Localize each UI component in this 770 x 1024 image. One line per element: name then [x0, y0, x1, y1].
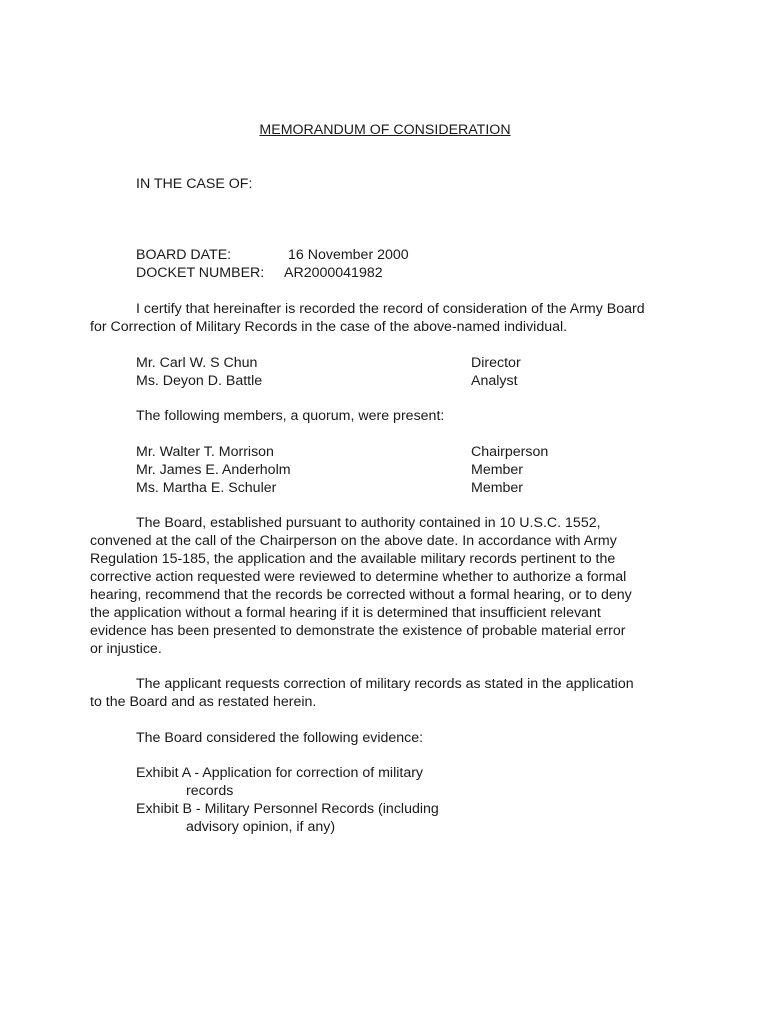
certify-line: for Correction of Military Records in the case of the above-named individual.: [90, 319, 568, 335]
member-name: Mr. James E. Anderholm: [136, 462, 291, 478]
board-date-label: BOARD DATE:: [136, 247, 232, 263]
board-paragraph-line: Regulation 15-185, the application and the available military records pertinent to the: [90, 551, 616, 567]
board-paragraph-line: convened at the call of the Chairperson on the above date. In accordance with Army: [90, 533, 617, 549]
member-role: Chairperson: [471, 444, 549, 460]
docket-value: AR2000041982: [284, 265, 383, 281]
applicant-line: The applicant requests correction of military records as stated in the application: [136, 676, 634, 692]
docket-label: DOCKET NUMBER:: [136, 265, 265, 281]
case-label: IN THE CASE OF:: [136, 176, 253, 192]
page-title: MEMORANDUM OF CONSIDERATION: [259, 122, 511, 138]
board-paragraph-line: or injustice.: [90, 641, 162, 657]
evidence-intro: The Board considered the following evidence:: [136, 730, 424, 746]
certify-line: I certify that hereinafter is recorded the record of consideration of the Army Board: [136, 301, 645, 317]
member-role: Member: [471, 480, 524, 496]
applicant-line: to the Board and as restated herein.: [90, 694, 317, 710]
board-paragraph-line: corrective action requested were reviewed to determine whether to authorize a formal: [90, 569, 627, 585]
member-name: Mr. Walter T. Morrison: [136, 444, 274, 460]
exhibit-line: advisory opinion, if any): [186, 819, 336, 835]
board-date-value: 16 November 2000: [288, 247, 409, 263]
staff-role: Analyst: [471, 373, 518, 389]
board-paragraph-line: evidence has been presented to demonstrate the existence of probable material error: [90, 623, 626, 639]
member-name: Ms. Martha E. Schuler: [136, 480, 277, 496]
board-paragraph-line: the application without a formal hearing if it is determined that insufficient relevant: [90, 605, 601, 621]
board-paragraph-line: The Board, established pursuant to authority contained in 10 U.S.C. 1552,: [136, 515, 601, 531]
staff-name: Mr. Carl W. S Chun: [136, 355, 258, 371]
exhibit-line: records: [186, 783, 234, 799]
quorum-text: The following members, a quorum, were present:: [136, 408, 445, 424]
exhibit-line: Exhibit A - Application for correction of military: [136, 765, 424, 781]
exhibit-line: Exhibit B - Military Personnel Records (including: [136, 801, 439, 817]
staff-name: Ms. Deyon D. Battle: [136, 373, 263, 389]
staff-role: Director: [471, 355, 521, 371]
board-paragraph-line: hearing, recommend that the records be corrected without a formal hearing, or to deny: [90, 587, 632, 603]
member-role: Member: [471, 462, 524, 478]
